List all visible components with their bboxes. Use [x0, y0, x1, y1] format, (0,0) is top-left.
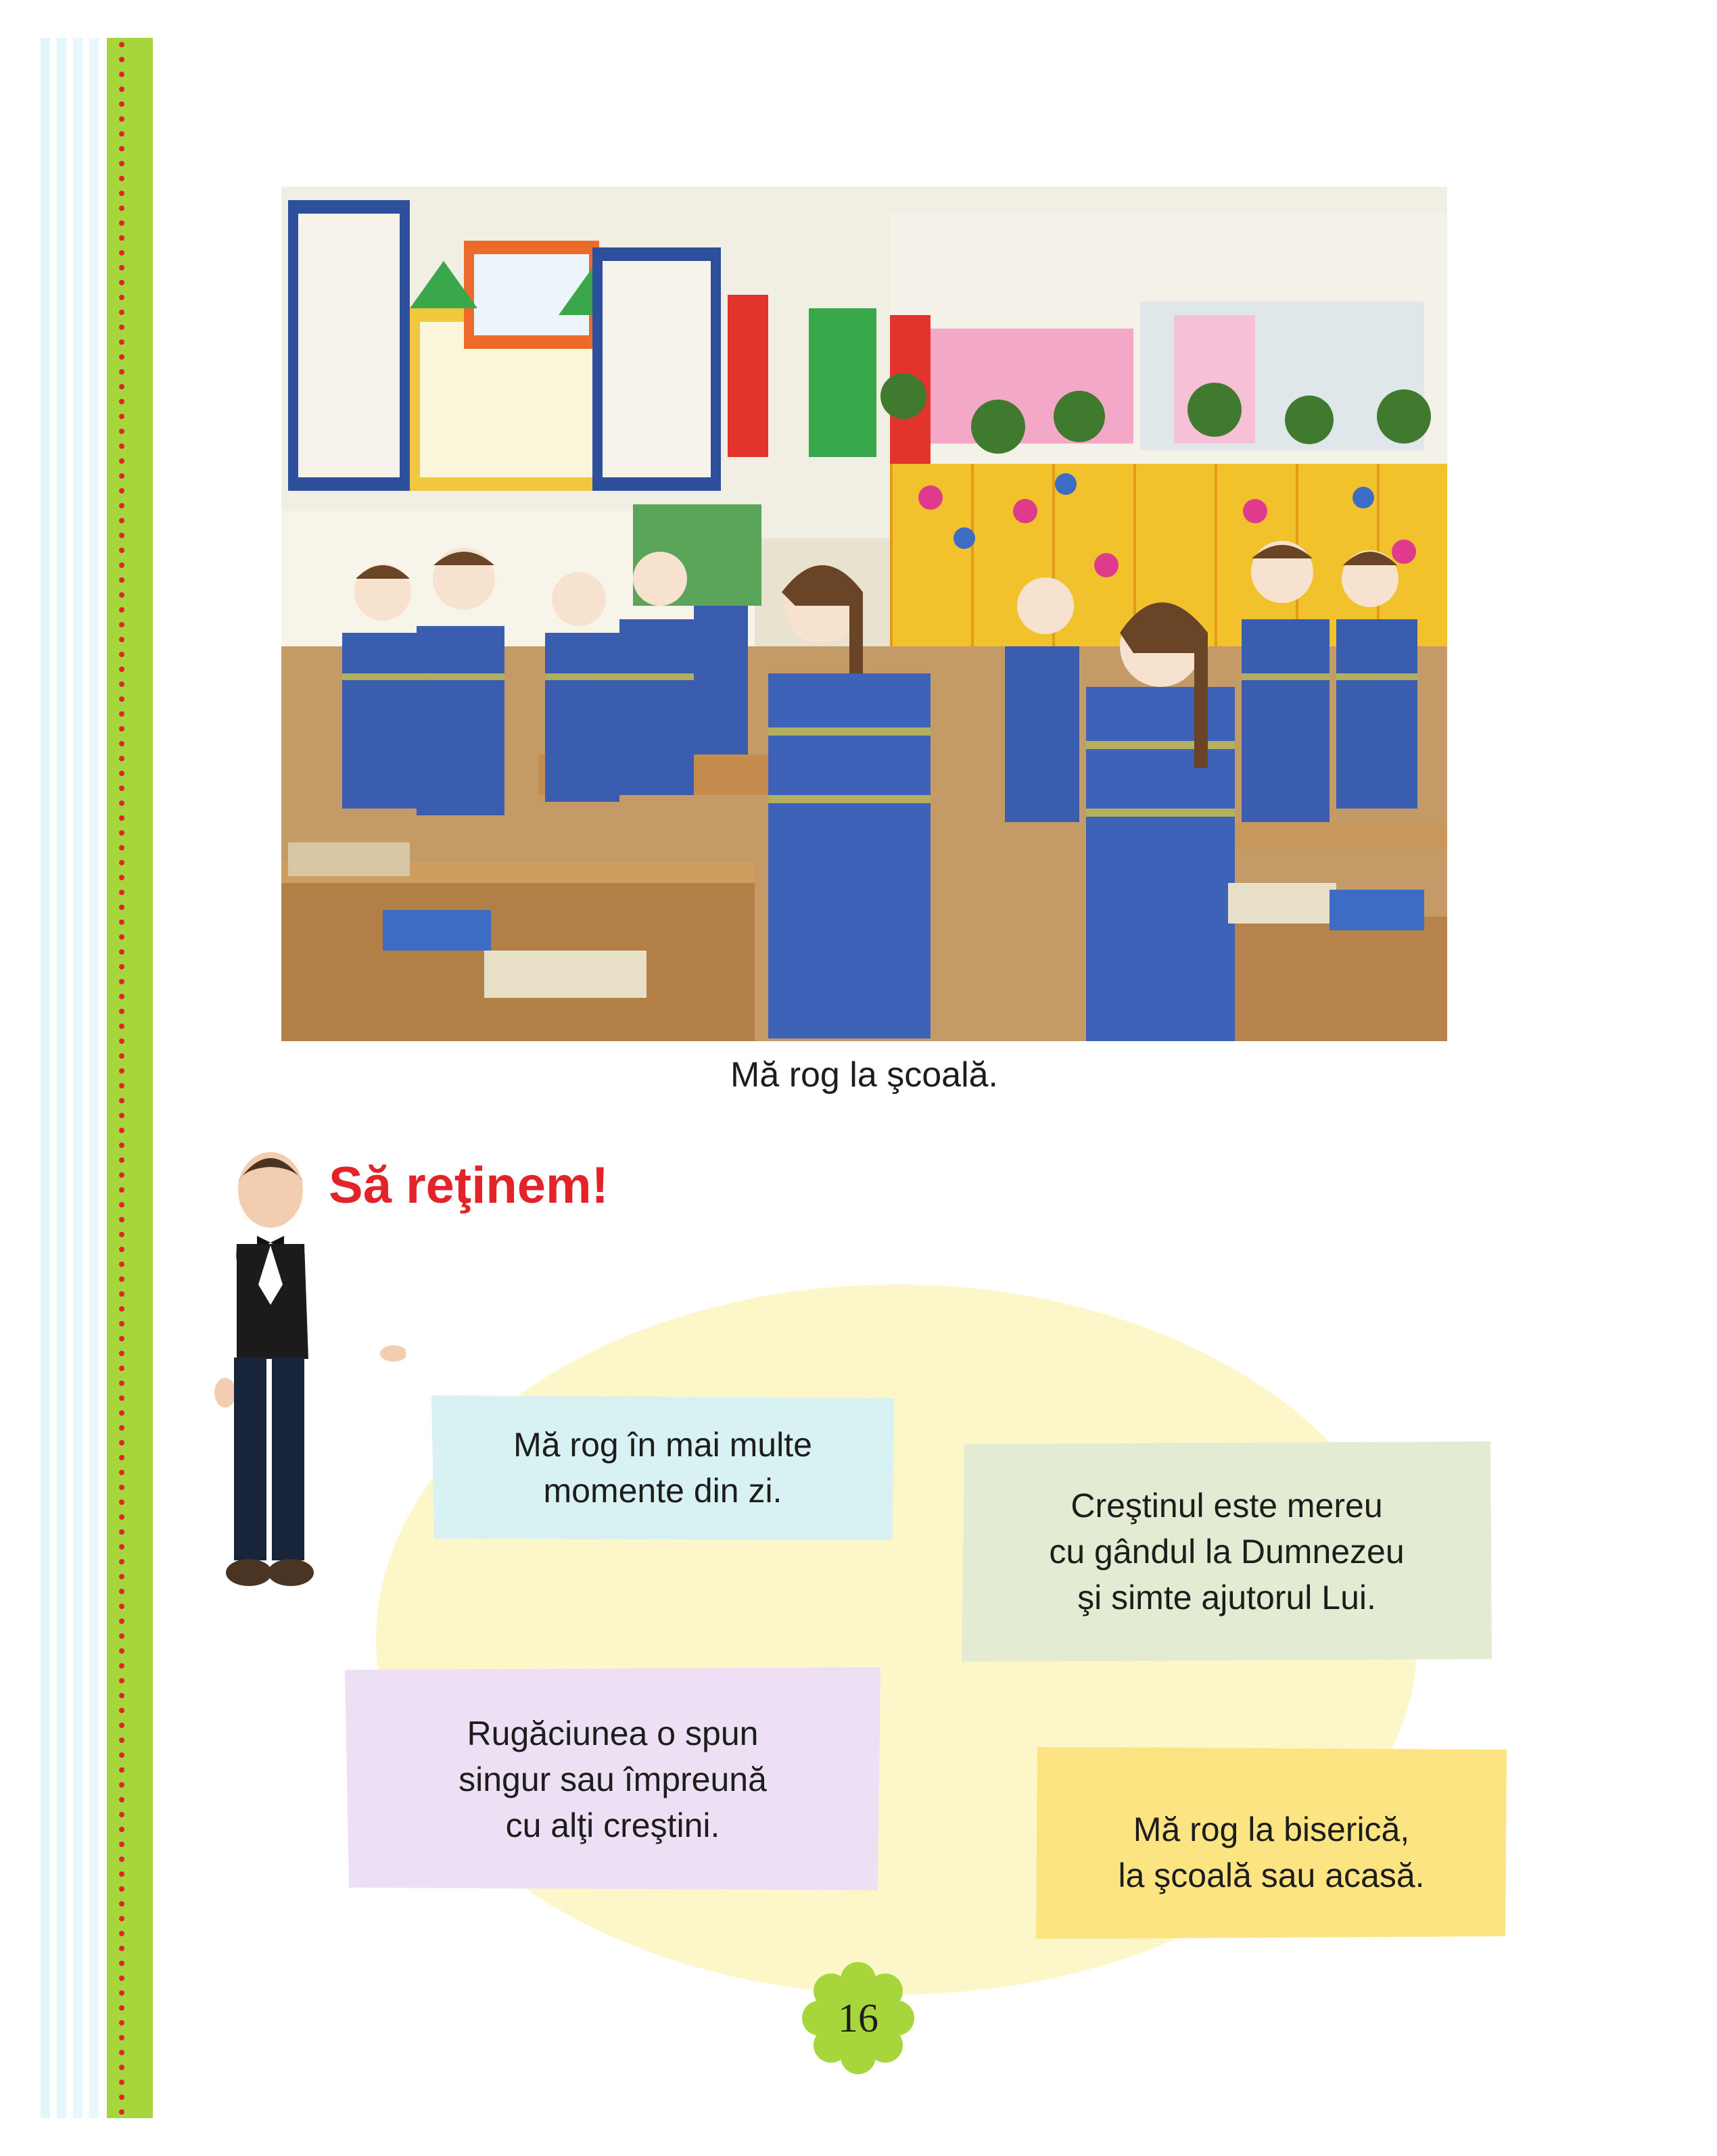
border-stripe [41, 38, 50, 2118]
page-number-badge [801, 1961, 916, 2076]
note-line: cu gândul la Dumnezeu [1049, 1533, 1405, 1571]
note-line: momente din zi. [543, 1472, 782, 1510]
page-number: 16 [838, 1996, 878, 2040]
note-line: şi simte ajutorul Lui. [1077, 1579, 1376, 1616]
note-line: Rugăciunea o spun [467, 1715, 759, 1752]
border-stripe [73, 38, 83, 2118]
classroom-photo [281, 160, 1447, 1041]
note-line: Mă rog la biserică, [1133, 1811, 1410, 1848]
scalloped-border [107, 38, 153, 2118]
boy-illustration [189, 1143, 406, 1629]
section-title: Să reţinem! [329, 1157, 609, 1214]
note-card [959, 1439, 1495, 1664]
photo-caption: Mă rog la şcoală. [730, 1055, 998, 1095]
note-card [1033, 1744, 1509, 1940]
border-stripe [89, 38, 99, 2118]
border-stripe [57, 38, 66, 2118]
note-card [342, 1664, 883, 1894]
note-line: cu alţi creştini. [505, 1806, 720, 1844]
note-line: la şcoală sau acasă. [1118, 1856, 1425, 1894]
note-card [429, 1393, 897, 1543]
note-line: Creştinul este mereu [1071, 1487, 1383, 1525]
note-line: singur sau împreună [458, 1760, 767, 1798]
note-line: Mă rog în mai multe [513, 1426, 812, 1464]
